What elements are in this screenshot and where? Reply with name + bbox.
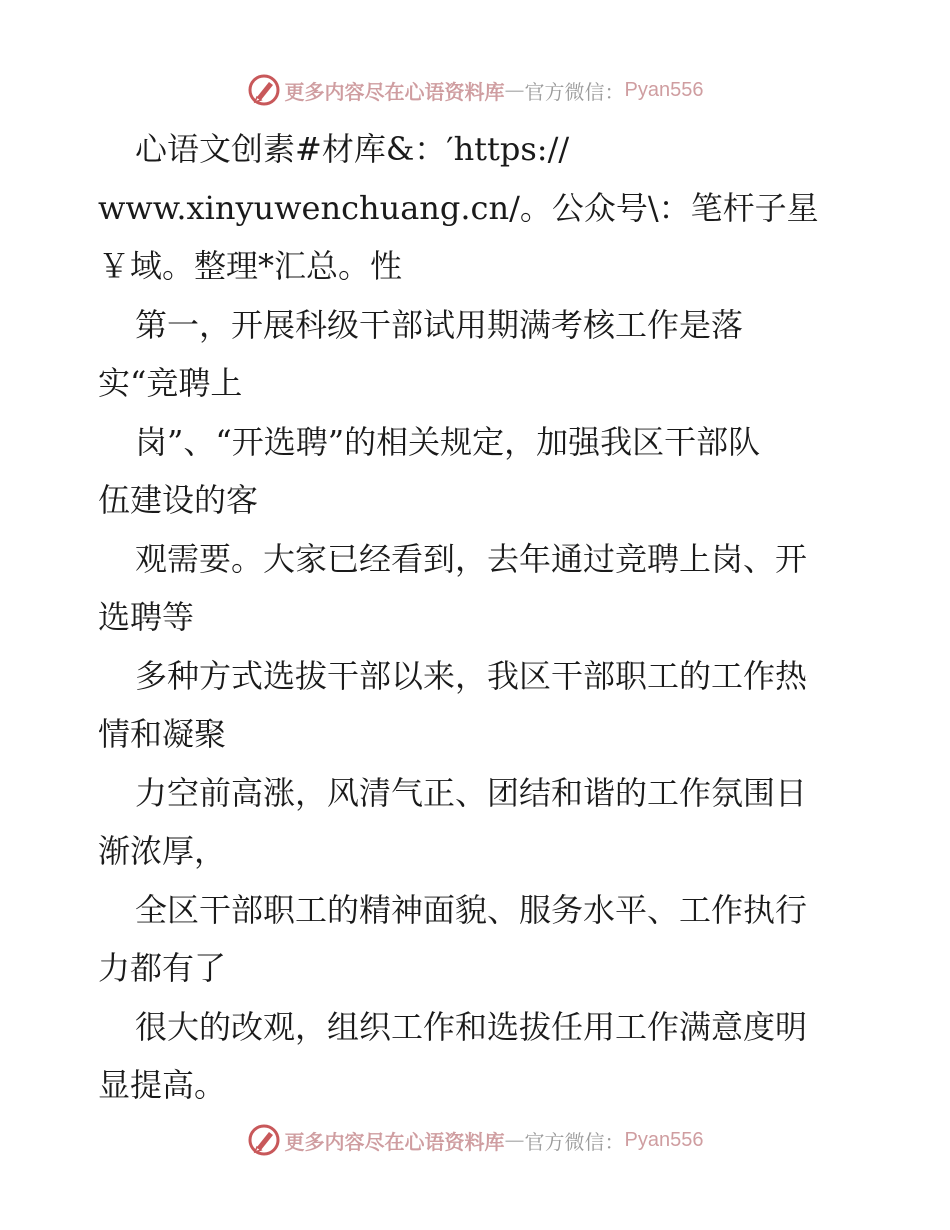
document-body: [98, 120, 868, 1115]
text-line: 全区干部职工的精神面貌、服务水平、工作执行: [135, 890, 808, 929]
text-line: 力都有了: [98, 949, 227, 987]
text-line: 情和凝聚: [98, 715, 227, 753]
text-line: 渐浓厚，: [98, 832, 227, 870]
pen-logo-icon: [247, 73, 281, 107]
text-line: 选聘等: [98, 598, 195, 636]
text-line: 第一，开展科级干部试用期满考核工作是落: [135, 305, 744, 344]
text-line: ￥域。整理*汇总。性: [98, 247, 403, 285]
text-line: 很大的改观，组织工作和选拔任用工作满意度明: [135, 1007, 808, 1046]
text-line: 实“竞聘上: [98, 364, 243, 402]
watermark-wechat-label: 官方微信: [524, 79, 605, 104]
watermark-wechat-label: 官方微信: [524, 1129, 605, 1154]
text-line: 多种方式选拔干部以来，我区干部职工的工作热: [135, 656, 808, 695]
watermark-colon: ：: [604, 1129, 625, 1154]
pen-logo-icon: [247, 1123, 281, 1157]
watermark-wechat-id: Pyan556: [624, 78, 704, 101]
text-line: 伍建设的客: [98, 481, 259, 519]
watermark-colon: ：: [604, 79, 625, 104]
watermark-separator: —: [504, 1128, 525, 1152]
text-line: www.xinyuwenchuang.cn/。公众号\：笔杆子星: [98, 188, 819, 227]
text-line: 心语文创素#材库&：′https://: [135, 130, 570, 168]
watermark-site-text: 更多内容尽在心语资料库: [284, 1129, 505, 1154]
text-line: 岗”、“开选聘”的相关规定，加强我区干部队: [135, 422, 761, 461]
text-line: 观需要。大家已经看到，去年通过竞聘上岗、开: [135, 539, 808, 578]
watermark-site-text: 更多内容尽在心语资料库: [284, 79, 505, 104]
watermark-banner-bottom: [0, 1120, 950, 1160]
text-line: 力空前高涨，风清气正、团结和谐的工作氛围日: [135, 773, 808, 812]
text-line: 显提高。: [98, 1066, 227, 1104]
watermark-banner-top: [0, 70, 950, 110]
watermark-wechat-id: Pyan556: [624, 1128, 704, 1151]
watermark-separator: —: [504, 78, 525, 102]
